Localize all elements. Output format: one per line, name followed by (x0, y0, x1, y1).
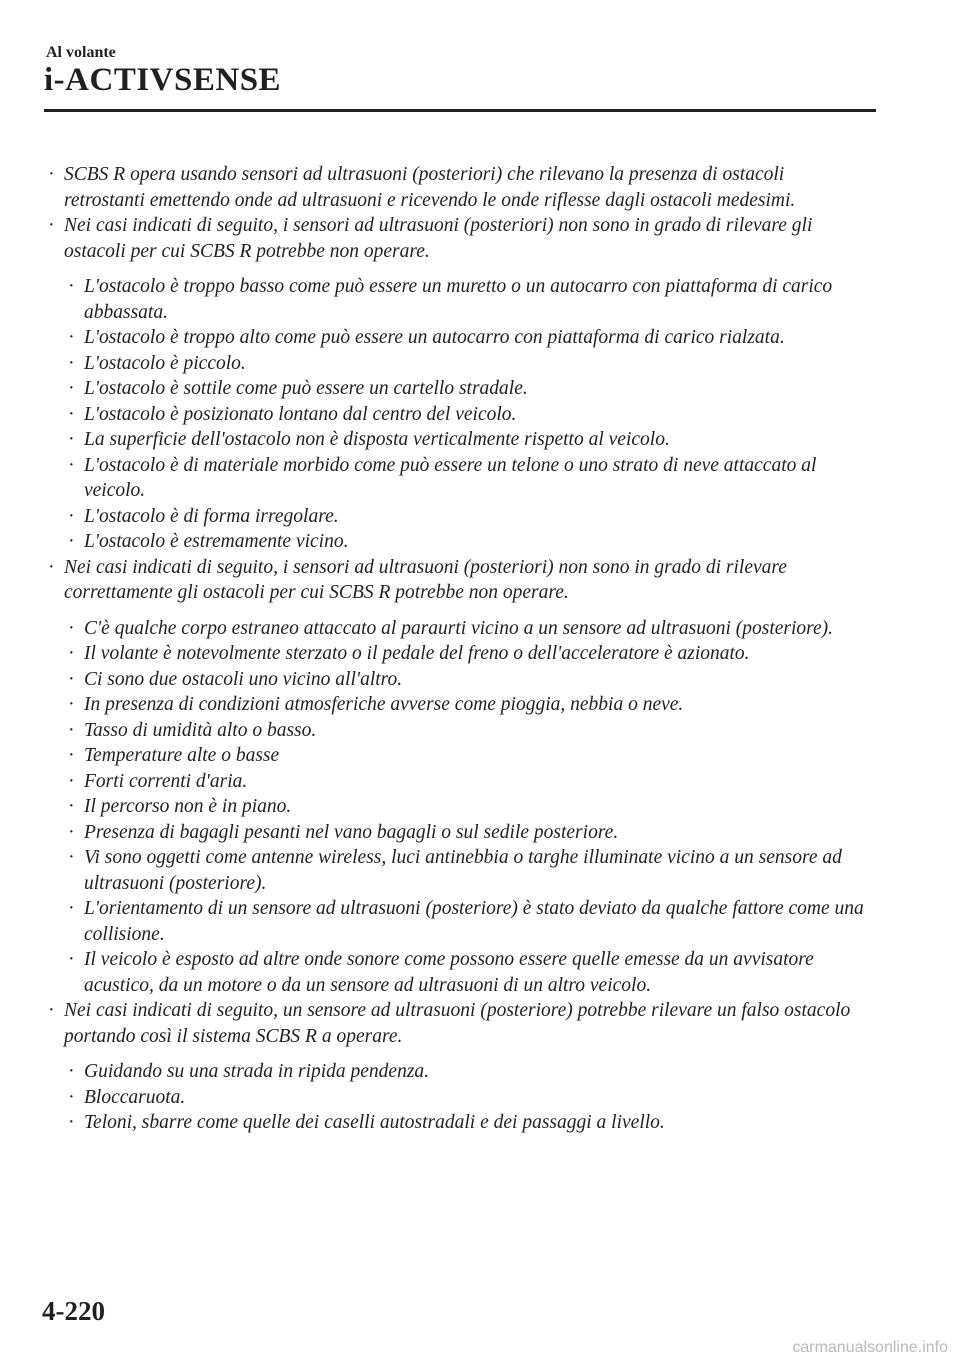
bullet-text: L'ostacolo è di forma irregolare. (84, 505, 339, 527)
header-divider (44, 109, 876, 112)
bullet-text: L'ostacolo è posizionato lontano dal centro del veicolo. (84, 403, 517, 425)
sub-bullet-item (44, 376, 866, 402)
bullet-text: Tasso di umidità alto o basso. (84, 719, 317, 741)
bullet-dot-icon: · (68, 642, 75, 664)
bullet-dot-icon: · (68, 351, 75, 374)
bullet-dot-icon: · (48, 163, 55, 185)
bullet-text: L'ostacolo è sottile come può essere un cartello stradale. (84, 378, 528, 399)
sub-bullet-item (44, 1110, 866, 1136)
bullet-dot-icon: · (68, 530, 75, 552)
bullet-text: Il veicolo è esposto ad altre onde sonore come possono essere quelle emesse da un avvisatore acustico, da un motore o da un sensore ad ultrasuoni di un altro veicolo. (84, 949, 814, 996)
sub-bullet-item (44, 769, 866, 795)
sub-bullet-item (44, 718, 866, 744)
bullet-text: In presenza di condizioni atmosferiche avverse come pioggia, nebbia o neve. (84, 694, 684, 715)
bullet-text: Teloni, sbarre come quelle dei caselli autostradali e dei passaggi a livello. (84, 1112, 665, 1133)
bullet-dot-icon: · (68, 453, 75, 476)
page-number: 4-220 (42, 1296, 105, 1326)
bullet-text: L'ostacolo è di materiale morbido come può essere un telone o uno strato di neve attaccato al veicolo. (84, 454, 817, 501)
bullet-text: L'ostacolo è troppo basso come può essere un muretto o un autocarro con piattaforma di carico abbassata. (84, 276, 833, 323)
bullet-text: Temperature alte o basse (84, 745, 280, 766)
bullet-dot-icon: · (48, 214, 55, 236)
bullet-item (44, 998, 866, 1049)
bullet-text: Forti correnti d'aria. (84, 770, 248, 792)
sub-bullet-item (44, 641, 866, 667)
sub-bullet-item (44, 351, 866, 377)
sub-bullet-item (44, 504, 866, 530)
bullet-text: La superficie dell'ostacolo non è disposta verticalmente rispetto al veicolo. (84, 429, 670, 450)
sub-bullet-item (44, 794, 866, 820)
bullet-dot-icon: · (68, 402, 75, 425)
bullet-dot-icon: · (68, 1111, 75, 1133)
bullet-text: L'ostacolo è estremamente vicino. (84, 531, 349, 552)
bullet-text: Bloccaruota. (84, 1086, 186, 1108)
bullet-item (44, 555, 866, 606)
bullet-text: Nei casi indicati di seguito, i sensori ad ultrasuoni (posteriori) non sono in grado di rilevare gli ostacoli per cui SCBS R potrebbe non operare. (64, 215, 813, 262)
sub-bullet-item (44, 453, 866, 504)
bullet-text: SCBS R opera usando sensori ad ultrasuoni (posteriori) che rilevano la presenza di ostacoli retrostanti emettendo onde ad ultrasuoni e ricevendo le onde riflesse dagli ostacoli medesimi. (64, 164, 796, 211)
sub-bullet-item (44, 616, 866, 642)
bullet-dot-icon: · (68, 667, 75, 690)
section-label: Al volante (46, 44, 116, 61)
sub-bullet-item (44, 529, 866, 555)
sub-bullet-item (44, 1059, 866, 1085)
bullet-text: L'orientamento di un sensore ad ultrasuoni (posteriore) è stato deviato da qualche fattore come una collisione. (84, 898, 864, 945)
bullet-text: L'ostacolo è piccolo. (84, 352, 246, 374)
bullet-dot-icon: · (68, 846, 75, 868)
bullet-dot-icon: · (68, 948, 75, 970)
bullet-dot-icon: · (68, 897, 75, 919)
sub-bullet-item (44, 820, 866, 846)
sub-bullet-item (44, 692, 866, 718)
bullet-text: Nei casi indicati di seguito, un sensore ad ultrasuoni (posteriore) potrebbe rilevare un falso ostacolo portando così il sistema SCBS R a operare. (64, 1000, 851, 1047)
bullet-text: L'ostacolo è troppo alto come può essere un autocarro con piattaforma di carico rialzata. (84, 327, 785, 348)
bullet-text: Nei casi indicati di seguito, i sensori ad ultrasuoni (posteriori) non sono in grado di rilevare correttamente gli ostacoli per cui SCBS R potrebbe non operare. (64, 556, 787, 603)
bullet-text: Presenza di bagagli pesanti nel vano bagagli o sul sedile posteriore. (84, 821, 619, 843)
bullet-text: C'è qualche corpo estraneo attaccato al paraurti vicino a un sensore ad ultrasuoni (posteriore). (84, 617, 834, 639)
sub-bullet-item (44, 1085, 866, 1111)
sub-bullet-item (44, 402, 866, 428)
bullet-dot-icon: · (68, 718, 75, 741)
bullet-item (44, 162, 866, 213)
bullet-dot-icon: · (68, 795, 75, 817)
content-list (44, 162, 866, 1136)
sub-bullet-item (44, 325, 866, 351)
bullet-text: Ci sono due ostacoli uno vicino all'altro. (84, 668, 403, 690)
bullet-dot-icon: · (48, 555, 55, 578)
bullet-dot-icon: · (68, 693, 75, 715)
bullet-dot-icon: · (48, 999, 55, 1021)
sub-bullet-item (44, 845, 866, 896)
sub-bullet-item (44, 896, 866, 947)
bullet-dot-icon: · (68, 769, 75, 792)
chapter-title: i-ACTIVSENSE (44, 62, 282, 98)
bullet-item (44, 213, 866, 264)
bullet-text: Guidando su una strada in ripida pendenza. (84, 1061, 430, 1082)
sub-bullet-item (44, 274, 866, 325)
bullet-dot-icon: · (68, 616, 75, 639)
bullet-text: Il percorso non è in piano. (84, 796, 292, 817)
sub-bullet-item (44, 667, 866, 693)
bullet-dot-icon: · (68, 326, 75, 348)
bullet-dot-icon: · (68, 820, 75, 843)
bullet-text: Vi sono oggetti come antenne wireless, luci antinebbia o targhe illuminate vicino a un sensore ad ultrasuoni (posteriore). (84, 847, 842, 894)
sub-bullet-item (44, 743, 866, 769)
watermark[interactable]: carmanualsonline.info (792, 1339, 948, 1356)
bullet-dot-icon: · (68, 275, 75, 297)
bullet-dot-icon: · (68, 428, 75, 450)
bullet-dot-icon: · (68, 744, 75, 766)
bullet-dot-icon: · (68, 1085, 75, 1108)
bullet-dot-icon: · (68, 377, 75, 399)
bullet-dot-icon: · (68, 1060, 75, 1082)
sub-bullet-item (44, 427, 866, 453)
sub-bullet-item (44, 947, 866, 998)
bullet-text: Il volante è notevolmente sterzato o il pedale del freno o dell'acceleratore è azionato. (84, 643, 750, 664)
bullet-dot-icon: · (68, 504, 75, 527)
